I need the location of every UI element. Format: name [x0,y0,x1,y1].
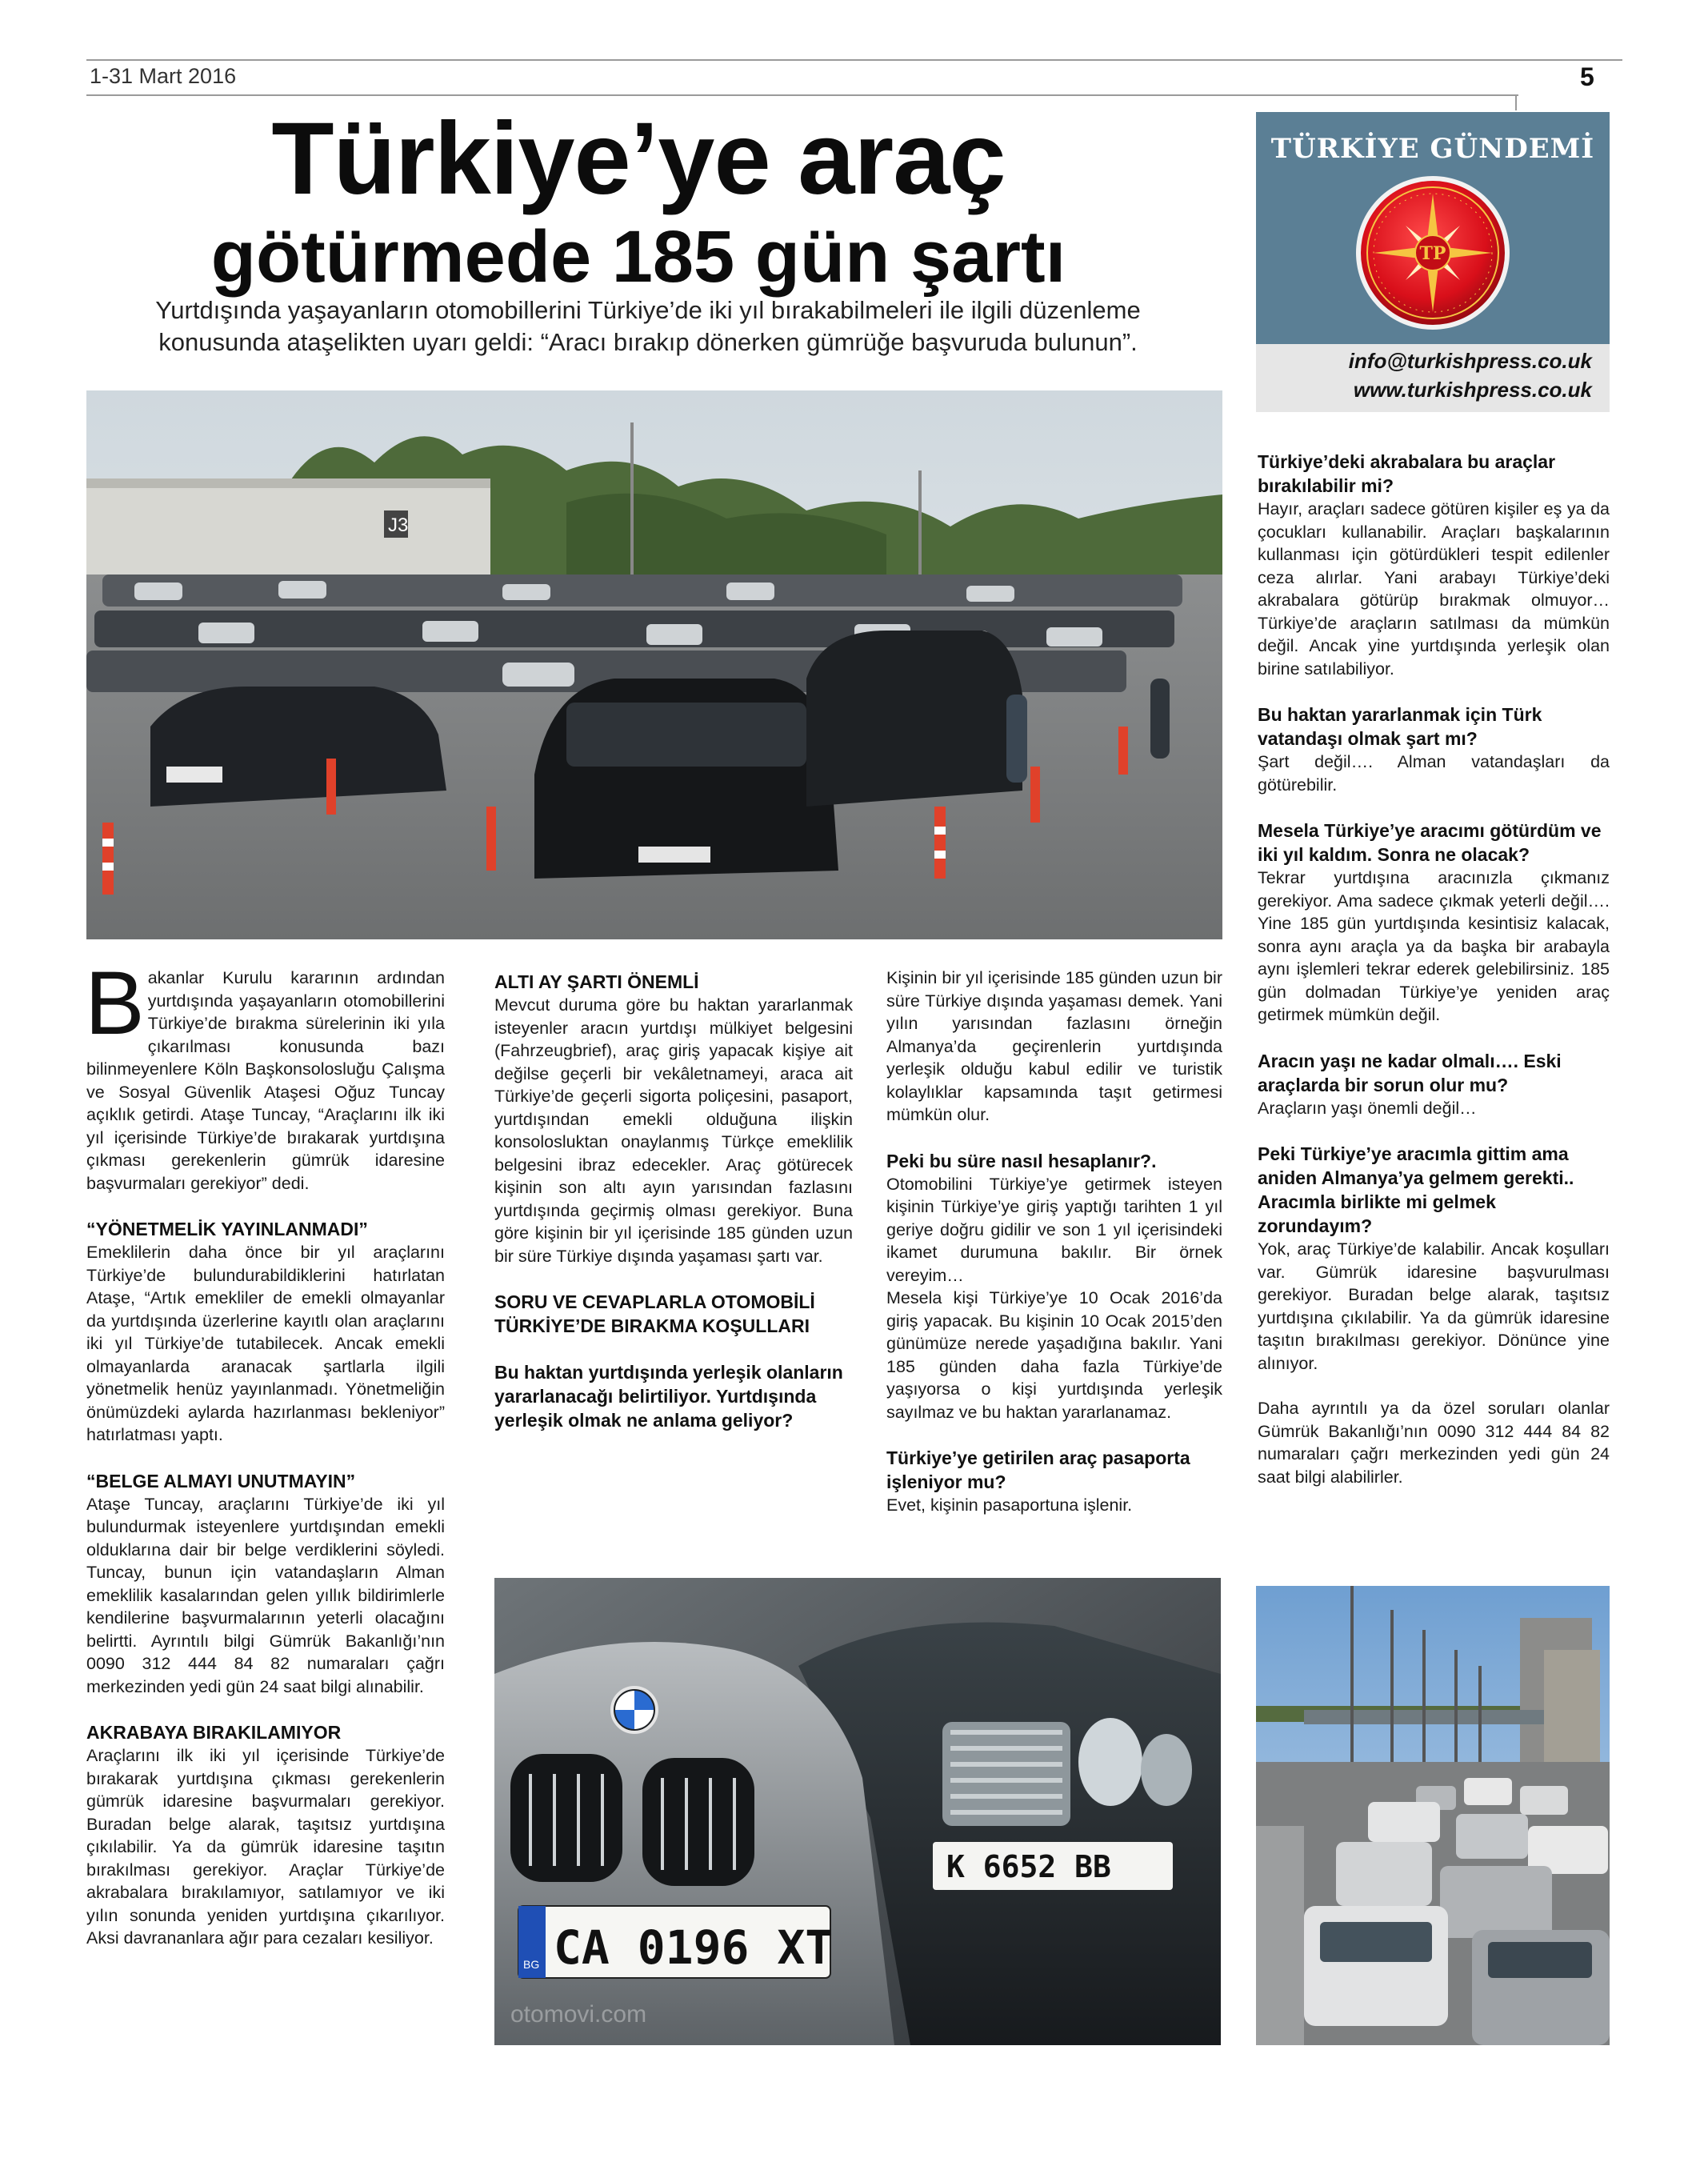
answer-almanya: Yok, araç Türkiye’de kalabilir. Ancak koşulları var. Gümrük idaresine başvurulması gerekiyor. Buradan belge alarak, taşıtsız yurtdışına çıkılabilir. Ya da gümrük idaresine taşıtın bırakılması gerekiyor. Dönünce yine alınıyor. [1258,1239,1610,1373]
subhead-yonetmelik: “YÖNETMELİK YAYINLANMADI” [86,1219,368,1239]
article-column-4 [1258,450,1610,1488]
subhead-alti-ay: ALTI AY ŞARTI ÖNEMLİ [494,971,699,992]
logo-title: TÜRKİYE GÜNDEMİ [1270,133,1595,165]
page-number: 5 [1580,62,1594,91]
answer-sure-example: Mesela kişi Türkiye’ye 10 Ocak 2016’da giriş yapacak. Bu kişinin 10 Ocak 2015’den günümüze nerede yaşadığına bakılır. Yani 185 günden daha fazla Türkiye’de yaşıyorsa o kişi yurtdışında yerleşik sayılmaz ve bu haktan yararlanamaz. [886,1288,1222,1422]
answer-iki-yil: Tekrar yurtdışına aracınızla çıkmanız gerekiyor. Ama sadece çıkmak yeterli değil…. Yine 185 gün yurtdışında kesintisiz kalacak, sonra aynı araçla ya da başka bir arabayla aynı işlemleri tekrar ederek gelebilirsiniz. 185 gün dolmadan Türkiye’ye yeniden araç getirmek mümkün değil. [1258,868,1610,1024]
customs-parking-photo [86,390,1222,939]
paragraph-yonetmelik: Emeklilerin daha önce bir yıl araçlarını Türkiye’de bulundurabildiklerini hatırlatan Ataşe, “Artık emekliler de emekli olmayanlar da yurtdışında üzerlerine kayıtlı olan araçlarını iki yıl Türkiye’de tutabilecek. Ancak emekli olmayanlarda aranacak şartlarla ilgili yönetmelik henüz yayınlanmadı. Yönetmeliğin önümüzdeki aylarda hazırlanması bekleniyor” hatırlatması yaptı. [86,1243,445,1444]
bmw-mercedes-photo [494,1578,1221,2045]
headline-line-2: götürmede 185 gün şartı [210,216,1066,298]
traffic-jam-photo [1256,1586,1610,2045]
question-almanya: Peki Türkiye’ye aracımla gittim ama aniden Almanya’ya gelmem gerekti.. Aracımla birlikte mi gelmek zorundayım? [1258,1143,1574,1236]
plate-mercedes: K 6652 BB [946,1849,1111,1884]
intro-text: akanlar Kurulu kararının ardından yurtdışında yaşayanların otomobillerini Türkiye’de bırakma sürelerinin iki yıla çıkarılması konusunda bazı bilinmeyenlere Köln Başkonsolosluğu Çalışma ve Sosyal Güvenlik Ataşesi Oğuz Tuncay açıklık getirdi. Ataşe Tuncay, “Araçlarını ilk iki yıl içerisinde Türkiye’de bırakarak yurtdışına çıkması gerekenlerin gümrük idaresine başvurmaları gerekiyor” dedi. [86,968,445,1193]
issue-date: 1-31 Mart 2016 [90,64,237,88]
question-iki-yil: Mesela Türkiye’ye aracımı götürdüm ve iki yıl kaldım. Sonra ne olacak? [1258,820,1602,865]
article-column-1 [85,953,445,1950]
photo-watermark: otomovi.com [510,2001,647,2028]
header-rule [86,59,1622,61]
question-akrabalar: Türkiye’deki akrabalara bu araçlar bırakılabilir mi? [1258,451,1556,496]
answer-pasaport: Evet, kişinin pasaportuna işlenir. [886,1495,1133,1515]
article-column-3 [886,967,1222,1517]
subhead-soru-cevap: SORU VE CEVAPLARLA OTOMOBİLİ TÜRKİYE’DE BIRAKMA KOŞULLARI [494,1291,815,1336]
drop-cap: B [85,953,145,1053]
answer-akrabalar: Hayır, araçları sadece götüren kişiler eş ya da çocukları kullanabilir. Araçları başkalarının kullanması için götürdükleri tespit edilenler ceza alırlar. Yani arabayı Türkiye’deki akrabalara götürüp bırakmak olmuyor… Türkiye’de araçların satılması da mümkün değil. Ancak yine yurtdışında yerleşik olan birine satılabiliyor. [1258,499,1610,679]
contact-paragraph: Daha ayrıntılı ya da özel soruları olanlar Gümrük Bakanlığı’nın 0090 312 444 84 82 numaraları çağrı merkezinden yedi gün 24 saat bilgi alabilirler. [1258,1399,1610,1487]
contact-website[interactable]: www.turkishpress.co.uk [1353,378,1592,402]
gate-sign: J3 [388,514,409,536]
article-column-2 [494,970,853,1432]
red-star-emblem-icon [1353,173,1513,333]
header-divider [1515,94,1517,110]
question-vatandas: Bu haktan yararlanmak için Türk vatandaşı olmak şart mı? [1258,704,1542,749]
subhead-akrabaya: AKRABAYA BIRAKILAMIYOR [86,1722,342,1743]
turkiye-gundemi-logo-box [1256,112,1610,412]
headline-deck: Yurtdışında yaşayanların otomobillerini Türkiye’de iki yıl bırakabilmeleri ile ilgili düzenleme konusunda ataşelikten uyarı geldi: “Aracı bırakıp dönerken gümrüğe başvuruda bulunun”. [155,296,1141,356]
plate-bmw: CA 0196 XT [554,1920,834,1975]
intro-paragraph [85,953,445,1195]
paragraph-akrabaya: Araçlarını ilk iki yıl içerisinde Türkiye’de bırakarak yurtdışına çıkması gerekenlerin gümrük idaresine başvurmaları gerekiyor. Buradan belge alarak, taşıtsız yurtdışına çıkılabilir. Ya da gümrük idaresine taşıtın bırakılması gerekiyor. Araçlar Türkiye’de akrabalara bırakılamıyor, satılamıyor ve iki yılın sonunda yeniden yurtdışına çıkarılıyor. Aksi davrananlara ağır para cezaları kesiliyor. [86,1746,445,1948]
answer-arac-yasi: Araçların yaşı önemli değil… [1258,1098,1477,1118]
answer-yerlesik: Kişinin bir yıl içerisinde 185 günden uzun bir süre Türkiye dışında yaşaması demek. Yani yılın yarısından fazlasını örneğin Almanya’da geçirenlerin yurtdışında yerleşik olduğu kabul edilir ve turistik kolaylıklar kapsamında taşıt getirmesi mümkün olur. [886,968,1222,1124]
question-pasaport: Türkiye’ye getirilen araç pasaporta işleniyor mu? [886,1447,1190,1492]
answer-sure: Otomobilini Türkiye’ye getirmek isteyen kişinin Türkiye’ye giriş yaptığı tarihten 1 yıl geriye doğru gidilir ve son 1 yıl içerisindeki ikamet durumuna bakılır. Bir örnek vereyim… [886,1174,1222,1285]
paragraph-alti-ay: Mevcut duruma göre bu haktan yararlanmak isteyenler aracın yurtdışı mülkiyet belgesini (Fahrzeugbrief), araç giriş yapacak kişiye ait değilse geçerli bir vekâletnameyi, araca ait Türkiye’de geçerli sigorta poliçesini, pasaport, yurtdışından emekli olduğuna ilişkin konsolosluktan onaylanmış Türkçe emeklilik belgesini ibraz edecekler. Araç götürecek kişinin son altı ayın yarısından fazlasını yurtdışında geçirmiş olması gerekiyor. Buna göre kişinin bir yıl içerisinde 185 günden uzun bir süre Türkiye dışında yaşaması şartı var. [494,995,853,1266]
contact-email[interactable]: info@turkishpress.co.uk [1348,349,1592,373]
question-sure: Peki bu süre nasıl hesaplanır?. [886,1150,1157,1171]
paragraph-belge: Ataşe Tuncay, araçlarını Türkiye’de iki yıl bulundurmak isteyenlere yurtdışından emekli olduklarına dair bir belge verdiklerini söyledi. Tuncay, bunun için vatandaşların Alman emeklilik kasalarından gelen yıllık bildirimlerle kendilerine başvurmalarının yeterli olacağını belirtti. Ayrıntılı bilgi Gümrük Bakanlığı’nın 0090 312 444 84 82 numaraları çağrı merkezinden yedi gün 24 saat bilgi alınabilir. [86,1494,445,1696]
question-arac-yasi: Aracın yaşı ne kadar olmalı…. Eski araçlarda bir sorun olur mu? [1258,1050,1562,1095]
headline-line-1: Türkiye’ye araç [271,102,1006,216]
question-yerlesik: Bu haktan yurtdışında yerleşik olanların yararlanacağı belirtiliyor. Yurtdışında yerleşik olmak ne anlama geliyor? [494,1362,843,1431]
header-rule-lower [86,94,1518,96]
subhead-belge: “BELGE ALMAYI UNUTMAYIN” [86,1470,356,1491]
plate-country: BG [523,1958,540,1971]
emblem-letters: TP [1419,243,1446,264]
answer-vatandas: Şart değil…. Alman vatandaşları da götürebilir. [1258,752,1610,795]
